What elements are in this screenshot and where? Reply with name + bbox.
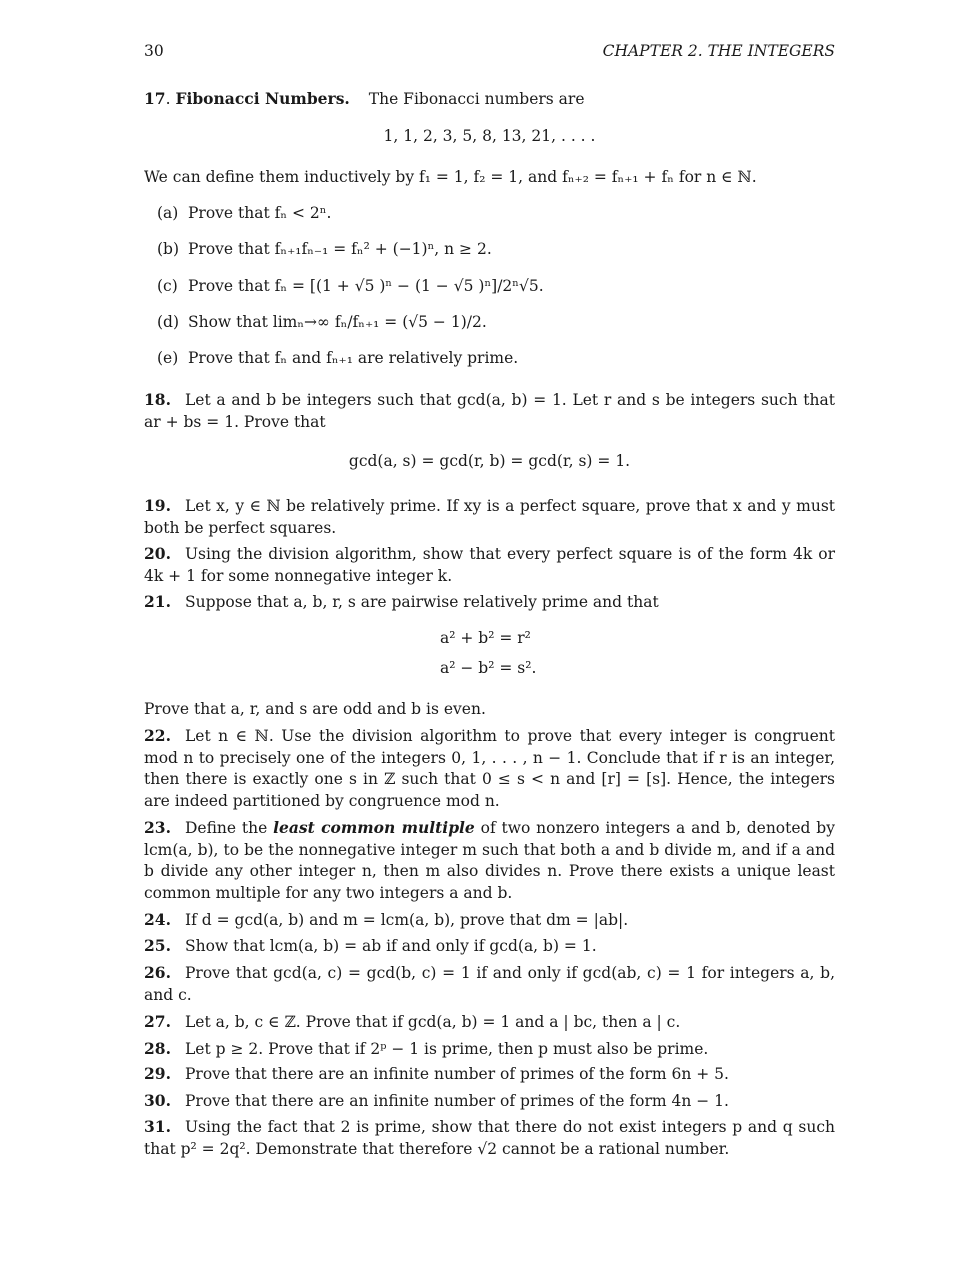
- part-text: Prove that fₙ and fₙ₊₁ are relatively prime.: [188, 349, 519, 367]
- page-number: 30: [144, 42, 164, 60]
- exercise-20: [144, 543, 835, 587]
- part-e: [157, 348, 835, 370]
- exercise-27: [144, 1011, 835, 1034]
- equation-1: a² + b² = r²: [440, 629, 531, 647]
- exercise-24: [144, 909, 835, 932]
- running-header: [144, 42, 835, 64]
- exercise-17-heading: 17. Fibonacci Numbers. The Fibonacci numbers are: [144, 89, 585, 108]
- exercise-text: Suppose that a, b, r, s are pairwise relatively prime and that: [184, 593, 659, 611]
- fibonacci-definition: We can define them inductively by f₁ = 1, f₂ = 1, and fₙ₊₂ = fₙ₊₁ + fₙ for n ∈ ℕ.: [144, 168, 757, 186]
- part-label: (a): [157, 204, 179, 222]
- exercise-text: Let n ∈ ℕ. Use the division algorithm to prove that every integer is congruent mod n to precisely one of the integers 0, 1, . . . , n − 1. Conclude that if r is an integer, then there is exactly one s in ℤ such that 0 ≤ s < n and [r] = [s]. Hence, the integers are indeed partitioned by congruence mod n.: [144, 727, 835, 810]
- exercise-number: 25.: [144, 936, 171, 955]
- exercise-text: Prove that there are an infinite number of primes of the form 4n − 1.: [184, 1092, 729, 1110]
- exercise-text: Let a and b be integers such that gcd(a, b) = 1. Let r and s be integers such that ar + bs = 1. Prove that: [144, 391, 835, 431]
- exercise-number: 21.: [144, 592, 171, 611]
- defined-term: least common multiple: [273, 818, 475, 837]
- exercise-text: Let p ≥ 2. Prove that if 2ᵖ − 1 is prime, then p must also be prime.: [184, 1040, 709, 1058]
- exercise-text: If d = gcd(a, b) and m = lcm(a, b), prove that dm = |ab|.: [184, 911, 629, 929]
- part-d: [157, 312, 835, 334]
- exercise-number: 30.: [144, 1091, 171, 1110]
- exercise-25: [144, 935, 835, 958]
- exercise-text: Show that lcm(a, b) = ab if and only if gcd(a, b) = 1.: [184, 937, 597, 955]
- exercise-number: 19.: [144, 496, 171, 515]
- exercise-number: 18.: [144, 390, 171, 409]
- fibonacci-sequence: 1, 1, 2, 3, 5, 8, 13, 21, . . . .: [383, 127, 596, 145]
- exercise-text: The Fibonacci numbers are: [368, 90, 585, 108]
- exercise-26: [144, 962, 835, 1006]
- exercise-text: Using the fact that 2 is prime, show that there do not exist integers p and q such that p² = 2q². Demonstrate that therefore √2 cannot be a rational number.: [144, 1118, 835, 1158]
- exercise-number: 22.: [144, 726, 171, 745]
- exercise-number: 28.: [144, 1039, 171, 1058]
- exercise-number: 26.: [144, 963, 171, 982]
- exercise-21: [144, 591, 835, 614]
- exercise-23: [144, 817, 835, 904]
- exercise-31: [144, 1116, 835, 1160]
- part-text: Prove that fₙ₊₁fₙ₋₁ = fₙ² + (−1)ⁿ, n ≥ 2.: [188, 240, 492, 258]
- exercise-text: Prove that there are an infinite number of primes of the form 6n + 5.: [184, 1065, 729, 1083]
- part-label: (d): [157, 313, 180, 331]
- exercise-30: [144, 1090, 835, 1113]
- exercise-18: [144, 389, 835, 433]
- exercise-number: 20.: [144, 544, 171, 563]
- exercise-number: 29.: [144, 1064, 171, 1083]
- part-label: (e): [157, 349, 179, 367]
- part-text: Prove that fₙ < 2ⁿ.: [188, 204, 332, 222]
- exercise-text: Prove that gcd(a, c) = gcd(b, c) = 1 if and only if gcd(ab, c) = 1 for integers a, b, and c.: [144, 964, 835, 1004]
- exercise-21-conclusion: Prove that a, r, and s are odd and b is even.: [144, 700, 486, 718]
- exercise-number: 27.: [144, 1012, 171, 1031]
- exercise-title: Fibonacci Numbers.: [175, 89, 350, 108]
- exercise-text: Let a, b, c ∈ ℤ. Prove that if gcd(a, b) = 1 and a | bc, then a | c.: [184, 1013, 681, 1031]
- exercise-28: [144, 1038, 835, 1061]
- part-a: [157, 203, 835, 225]
- gcd-equation: gcd(a, s) = gcd(r, b) = gcd(r, s) = 1.: [348, 452, 631, 470]
- exercise-22: [144, 725, 835, 812]
- part-text: Prove that fₙ = [(1 + √5 )ⁿ − (1 − √5 )ⁿ]/2ⁿ√5.: [188, 277, 544, 295]
- chapter-title: CHAPTER 2. THE INTEGERS: [602, 42, 835, 60]
- part-text: Show that limₙ→∞ fₙ/fₙ₊₁ = (√5 − 1)/2.: [188, 313, 487, 331]
- exercise-number: 31.: [144, 1117, 171, 1136]
- exercise-text-pre: Define the: [184, 819, 274, 837]
- exercise-number: 17: [144, 89, 166, 108]
- exercise-19: [144, 495, 835, 539]
- part-b: [157, 239, 835, 261]
- part-label: (b): [157, 240, 180, 258]
- part-label: (c): [157, 277, 178, 295]
- part-c: [157, 276, 835, 298]
- exercise-text-post: of two nonzero integers a and b, denoted by lcm(a, b), to be the nonnegative integer m such that both a and b divide m, and if a and b divide any other integer n, then m also divides n. Prove there exists a unique least common multiple for any two integers a and b.: [144, 819, 835, 902]
- exercise-text: Let x, y ∈ ℕ be relatively prime. If xy is a perfect square, prove that x and y must both be perfect squares.: [144, 497, 835, 537]
- exercise-29: [144, 1063, 835, 1086]
- exercise-number: 23.: [144, 818, 171, 837]
- exercise-text: Using the division algorithm, show that every perfect square is of the form 4k or 4k + 1 for some nonnegative integer k.: [144, 545, 835, 585]
- exercise-number: 24.: [144, 910, 171, 929]
- equation-2: a² − b² = s².: [440, 659, 537, 677]
